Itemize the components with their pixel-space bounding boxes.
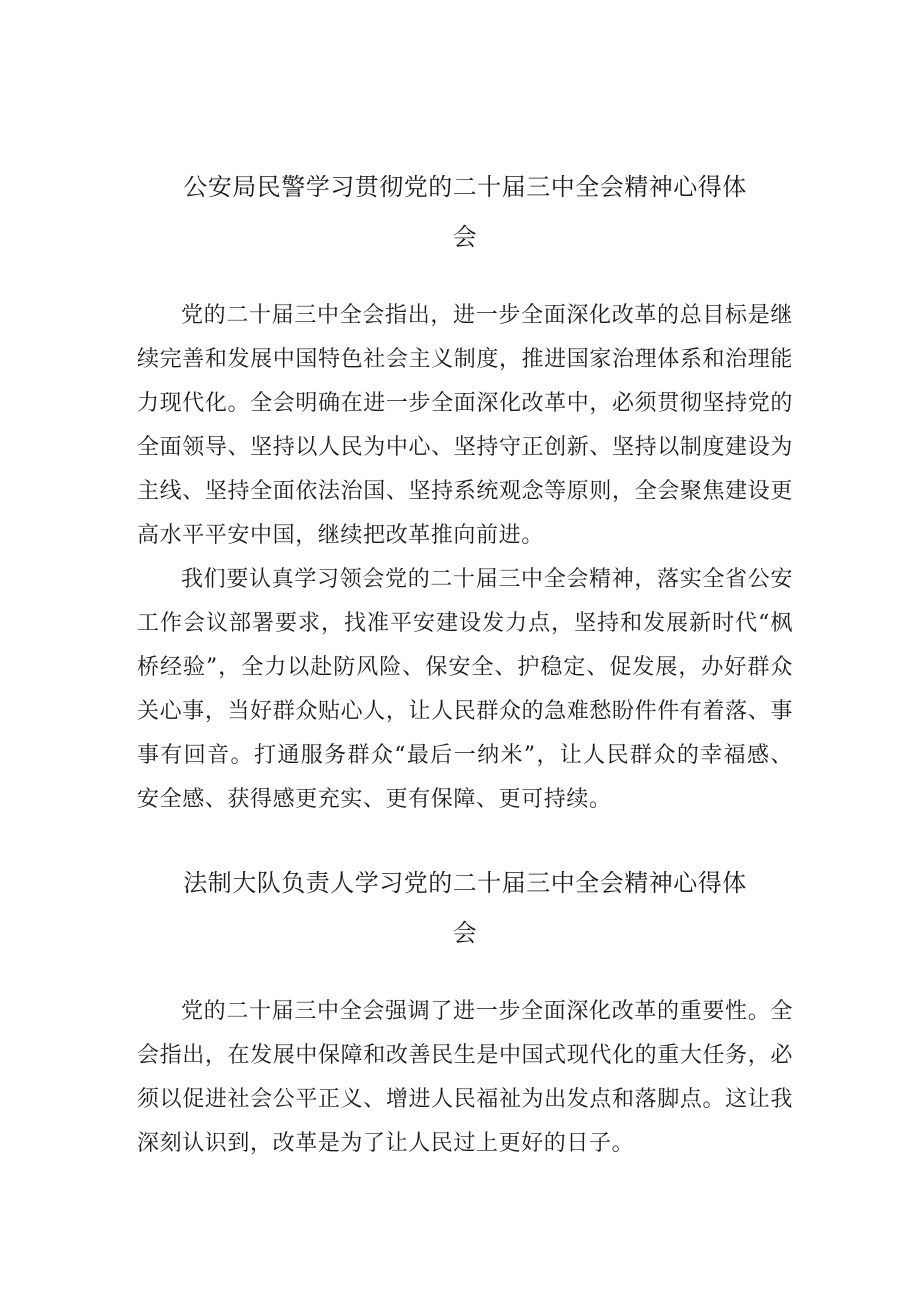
section-1-body <box>137 294 793 822</box>
section-1-title-line-2: 会 <box>452 223 478 251</box>
section-2-title <box>140 858 790 958</box>
section-1-paragraph-2: 我们要认真学习领会党的二十届三中全会精神，落实全省公安工作会议部署要求，找准平安建设发力点，坚持和发展新时代“枫桥经验”，全力以赴防风险、保安全、护稳定、促发展，办好群众关心事，当好群众贴心人，让人民群众的急难愁盼件件有着落、事事有回音。打通服务群众“最后一纳米”，让人民群众的幸福感、安全感、获得感更充实、更有保障、更可持续。 <box>137 567 793 812</box>
section-1-title-line-1: 公安局民警学习贯彻党的二十届三中全会精神心得体 <box>183 173 747 201</box>
section-2-title-line-1: 法制大队负责人学习党的二十届三中全会精神心得体 <box>183 869 747 897</box>
section-2-title-line-2: 会 <box>452 919 478 947</box>
section-2-body <box>137 990 793 1166</box>
section-2-paragraph-1: 党的二十届三中全会强调了进一步全面深化改革的重要性。全会指出，在发展中保障和改善民生是中国式现代化的重大任务，必须以促进社会公平正义、增进人民福祉为出发点和落脚点。这让我深刻认识到，改革是为了让人民过上更好的日子。 <box>137 999 793 1156</box>
section-1-title <box>140 162 790 262</box>
section-1-paragraph-1: 党的二十届三中全会指出，进一步全面深化改革的总目标是继续完善和发展中国特色社会主义制度，推进国家治理体系和治理能力现代化。全会明确在进一步全面深化改革中，必须贯彻坚持党的全面领导、坚持以人民为中心、坚持守正创新、坚持以制度建设为主线、坚持全面依法治国、坚持系统观念等原则，全会聚焦建设更高水平平安中国，继续把改革推向前进。 <box>137 303 793 548</box>
